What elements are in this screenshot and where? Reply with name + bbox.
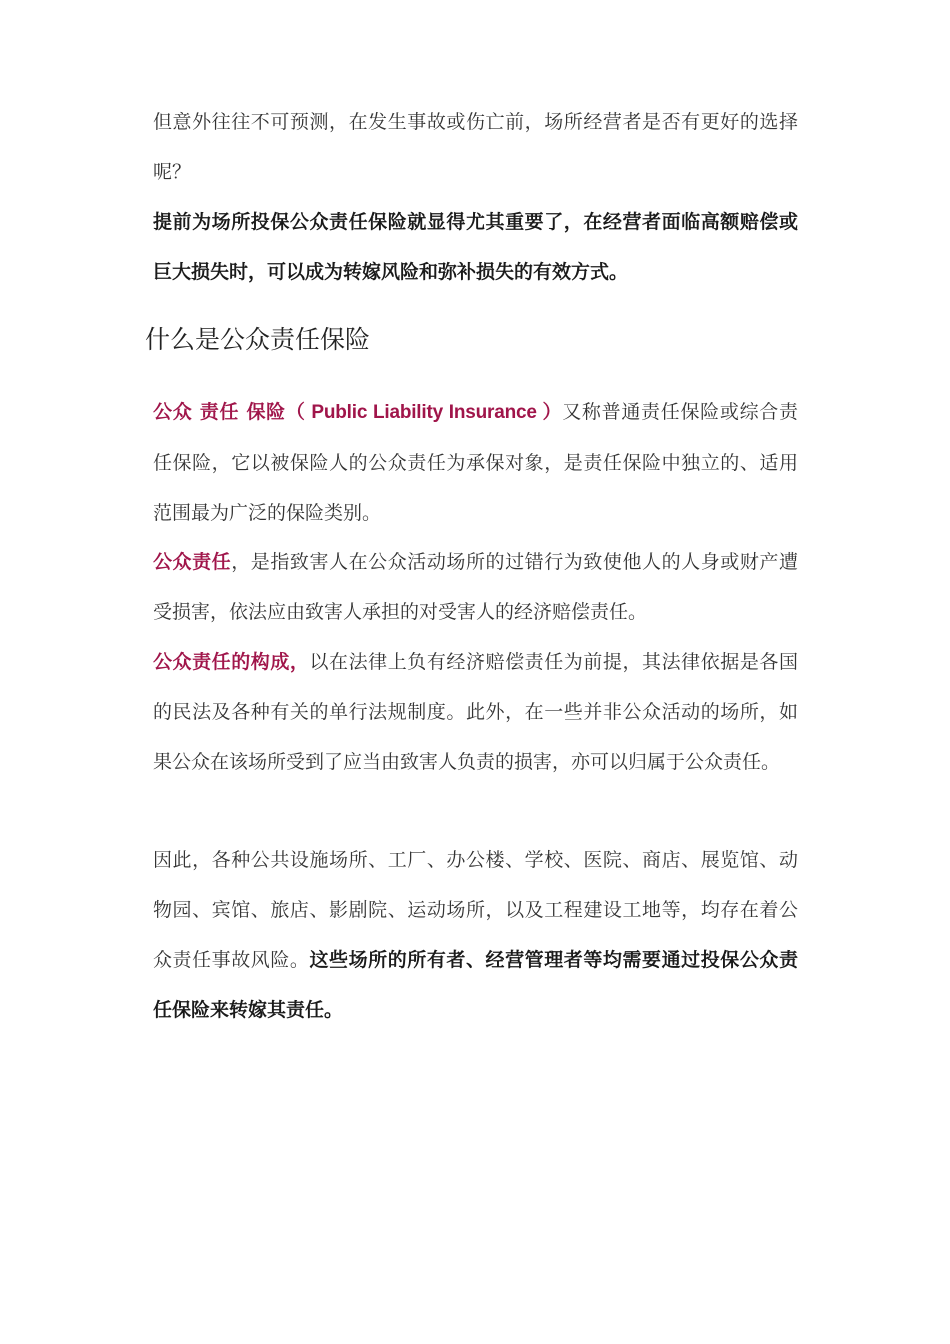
definition-term-cn: 公众 责任 保险（ [153,401,306,423]
definition-term-close: ） [542,401,563,423]
intro-emphasis-text: 提前为场所投保公众责任保险就显得尤其重要了，在经营者面临高额赔偿或巨大损失时，可以成为转嫁风险和弥补损失的有效方式。 [153,211,798,283]
conclusion-emphasis: 这些场所的所有者、经营管理者等均需要通过投保公众责任保险来转嫁其责任。 [153,949,798,1021]
intro-paragraph [153,97,798,197]
intro-emphasis-paragraph [153,197,798,297]
section-heading: 什么是公众责任保险 [145,325,371,354]
intro-text: 但意外往往不可预测，在发生事故或伤亡前，场所经营者是否有更好的选择呢？ [153,111,798,183]
definition-text: 又称普通责任保险或综合责任保险，它以被保险人的公众责任为承保对象，是责任保险中独立的、适用范围最为广泛的保险类别。 [153,401,798,524]
composition-term: 公众责任的构成， [153,651,310,673]
definition-paragraph [153,387,798,538]
definition-term-en: Public Liability Insurance [305,402,543,423]
liability-paragraph [153,537,798,637]
conclusion-paragraph [153,835,798,1035]
composition-text: 以在法律上负有经济赔偿责任为前提，其法律依据是各国的民法及各种有关的单行法规制度。此外，在一些并非公众活动的场所，如果公众在该场所受到了应当由致害人负责的损害，亦可以归属于公众责任。 [153,651,798,773]
liability-term: 公众责任 [153,551,232,573]
liability-text: ，是指致害人在公众活动场所的过错行为致使他人的人身或财产遭受损害，依法应由致害人承担的对受害人的经济赔偿责任。 [153,551,798,623]
conclusion-text: 因此，各种公共设施场所、工厂、办公楼、学校、医院、商店、展览馆、动物园、宾馆、旅店、影剧院、运动场所，以及工程建设工地等，均存在着公众责任事故风险。 [153,849,798,971]
composition-paragraph [153,637,798,787]
